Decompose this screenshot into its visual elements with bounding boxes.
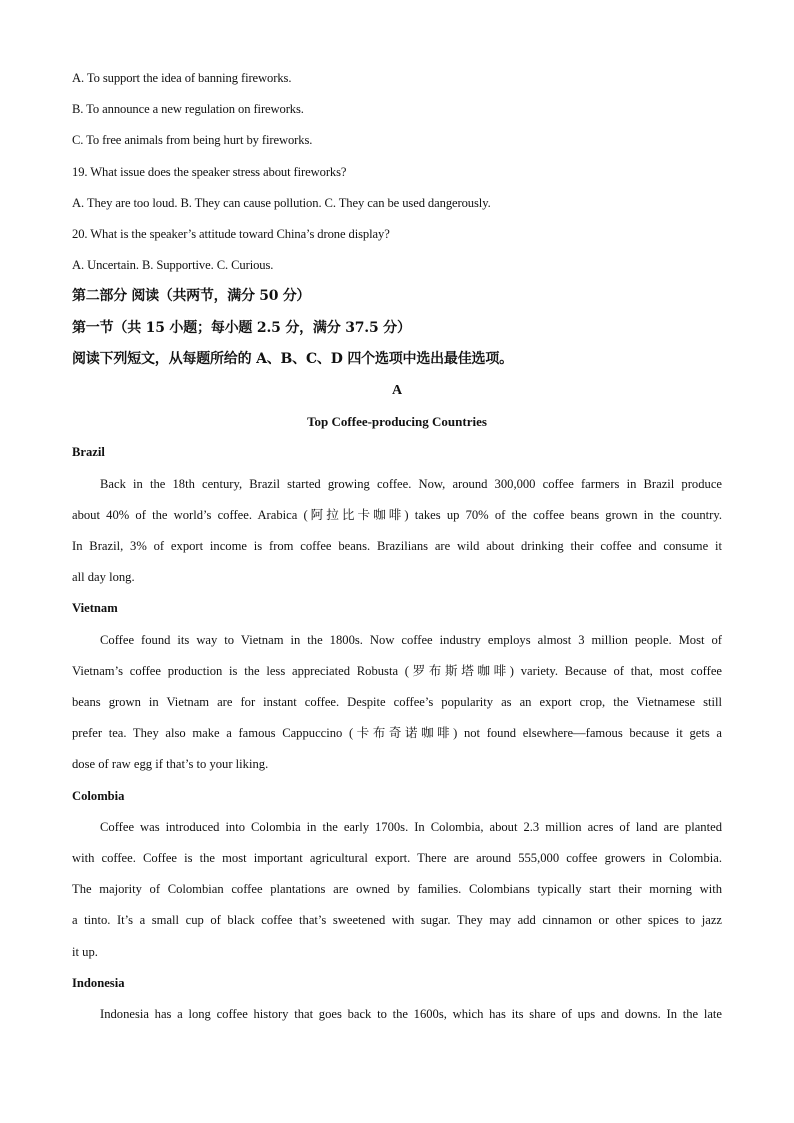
paragraph-line: it up.: [72, 944, 98, 959]
paragraph-colombia: [72, 812, 722, 968]
section-one-title: 第一节（共 15 小题；每小题 2.5 分，满分 37.5 分）: [72, 319, 411, 336]
heading-colombia: Colombia: [72, 788, 125, 803]
paragraph-brazil: [72, 469, 722, 594]
question-19-options: A. They are too loud. B. They can cause pollution. C. They can be used dangerously.: [72, 195, 491, 210]
part-two-title: 第二部分 阅读（共两节，满分 50 分）: [72, 288, 311, 305]
document-page: [72, 63, 722, 1030]
paragraph-line: dose of raw egg if that’s to your liking.: [72, 757, 269, 772]
paragraph-vietnam: [72, 625, 722, 781]
paragraph-line: all day long.: [72, 570, 135, 585]
question-20: 20. What is the speaker’s attitude toward China’s drone display?: [72, 227, 390, 242]
passage-title: Top Coffee-producing Countries: [307, 414, 487, 430]
paragraph-line: In Brazil, 3% of export income is from coffee beans. Brazilians are wild about drinking their coffee and consume it: [72, 539, 722, 554]
paragraph-line: prefer tea. They also make a famous Cappuccino (卡布奇诺咖啡) not found elsewhere—famous because it gets a: [72, 726, 722, 741]
option-a-q18: A. To support the idea of banning fireworks.: [72, 71, 292, 85]
paragraph-line: Indonesia has a long coffee history that goes back to the 1600s, which has its share of ups and downs. In the late: [100, 1007, 722, 1022]
paragraph-indonesia: [72, 999, 722, 1030]
paragraph-line: Back in the 18th century, Brazil started growing coffee. Now, around 300,000 coffee farmers in Brazil produce: [100, 476, 722, 491]
option-b-q18: B. To announce a new regulation on fireworks.: [72, 102, 304, 117]
paragraph-line: beans grown in Vietnam are for instant coffee. Despite coffee’s popularity as an export crop, the Vietnamese still: [72, 695, 722, 710]
question-20-options: A. Uncertain. B. Supportive. C. Curious.: [72, 258, 274, 273]
paragraph-line: about 40% of the world’s coffee. Arabica (阿拉比卡咖啡) takes up 70% of the coffee beans grown in the country.: [72, 507, 722, 522]
heading-brazil: Brazil: [72, 445, 105, 460]
passage-letter: A: [391, 383, 403, 399]
reading-instruction: 阅读下列短文，从每题所给的 A、B、C、D 四个选项中选出最佳选项。: [72, 350, 513, 367]
paragraph-line: Coffee was introduced into Colombia in the early 1700s. In Colombia, about 2.3 million acres of land are planted: [100, 819, 722, 834]
paragraph-line: The majority of Colombian coffee plantations are owned by families. Colombians typically start their morning with: [72, 882, 722, 897]
paragraph-line: a tinto. It’s a small cup of black coffee that’s sweetened with sugar. They may add cinnamon or other spices to jazz: [72, 913, 722, 928]
question-19: 19. What issue does the speaker stress about fireworks?: [72, 164, 347, 179]
paragraph-line: with coffee. Coffee is the most important agricultural export. There are around 555,000 coffee growers in Colombia.: [72, 851, 722, 866]
heading-indonesia: Indonesia: [72, 975, 125, 990]
option-c-q18: C. To free animals from being hurt by fireworks.: [72, 133, 313, 148]
paragraph-line: Coffee found its way to Vietnam in the 1800s. Now coffee industry employs almost 3 million people. Most of: [100, 632, 722, 647]
paragraph-line: Vietnam’s coffee production is the less appreciated Robusta (罗布斯塔咖啡) variety. Because of that, most coffee: [72, 663, 722, 678]
heading-vietnam: Vietnam: [72, 601, 118, 616]
